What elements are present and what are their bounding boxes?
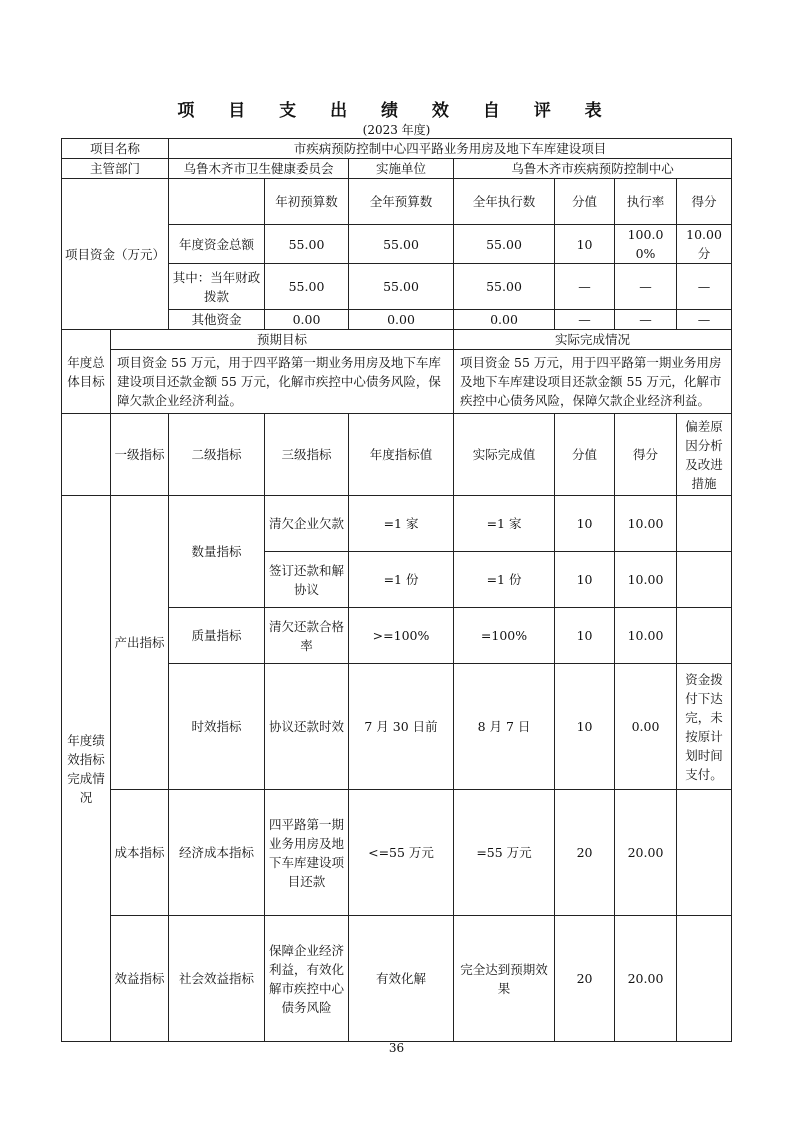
table-row — [62, 916, 732, 1042]
funds-cell: 100.00% — [615, 225, 677, 264]
funds-cell: 0.00 — [265, 310, 349, 330]
funds-header: 年初预算数 — [265, 179, 349, 225]
third-indicator: 四平路第一期业务用房及地下车库建设项目还款 — [265, 790, 349, 916]
funds-cell: 55.00 — [265, 264, 349, 310]
indicator-header: 实际完成值 — [454, 414, 555, 496]
indicator-side-label: 年度绩效指标完成情况 — [62, 496, 111, 1042]
page-title: 项 目 支 出 绩 效 自 评 表 — [177, 101, 616, 121]
third-indicator: 保障企业经济利益，有效化解市疾控中心债务风险 — [265, 916, 349, 1042]
deviation-note — [677, 552, 732, 608]
score: 0.00 — [615, 664, 677, 790]
actual-value: 8 月 7 日 — [454, 664, 555, 790]
goal-plan-header: 预期目标 — [111, 330, 454, 350]
funds-cell: 0.00 — [349, 310, 454, 330]
dept-label: 主管部门 — [62, 159, 169, 179]
quality-indicator: 质量指标 — [169, 608, 265, 664]
score: 10.00 — [615, 608, 677, 664]
deviation-note: 资金拨付下达完，未按原计划时间支付。 — [677, 664, 732, 790]
funds-header: 全年执行数 — [454, 179, 555, 225]
third-indicator: 清欠企业欠款 — [265, 496, 349, 552]
target-value: =1 份 — [349, 552, 454, 608]
funds-cell: 55.00 — [265, 225, 349, 264]
table-row — [62, 350, 732, 414]
third-indicator: 协议还款时效 — [265, 664, 349, 790]
project-name-label: 项目名称 — [62, 139, 169, 159]
funds-header: 执行率 — [615, 179, 677, 225]
social-benefit-indicator: 社会效益指标 — [169, 916, 265, 1042]
funds-header: 全年预算数 — [349, 179, 454, 225]
impl-value: 乌鲁木齐市疾病预防控制中心 — [454, 159, 732, 179]
deviation-note — [677, 916, 732, 1042]
funds-label: 项目资金（万元） — [62, 179, 169, 330]
indicator-header: 一级指标 — [111, 414, 169, 496]
goal-actual-text: 项目资金 55 万元，用于四平路第一期业务用房及地下车库建设项目还款金额 55 万元，化解市疾控中心债务风险，保障欠款企业经济利益。 — [454, 350, 732, 414]
funds-cell: 10 — [555, 225, 615, 264]
score-weight: 10 — [555, 552, 615, 608]
target-value: =1 家 — [349, 496, 454, 552]
table-row — [62, 179, 732, 225]
indicator-header: 得分 — [615, 414, 677, 496]
target-value: <=55 万元 — [349, 790, 454, 916]
funds-row-name: 其中：当年财政拨款 — [169, 264, 265, 310]
funds-cell: — — [615, 264, 677, 310]
funds-cell: — — [615, 310, 677, 330]
deviation-note — [677, 608, 732, 664]
project-name: 市疾病预防控制中心四平路业务用房及地下车库建设项目 — [169, 139, 732, 159]
table-row — [62, 159, 732, 179]
table-row — [62, 496, 732, 552]
score: 20.00 — [615, 916, 677, 1042]
target-value: 7 月 30 日前 — [349, 664, 454, 790]
funds-cell: — — [555, 264, 615, 310]
deviation-note — [677, 790, 732, 916]
actual-value: 完全达到预期效果 — [454, 916, 555, 1042]
actual-value: =1 份 — [454, 552, 555, 608]
funds-header: 得分 — [677, 179, 732, 225]
funds-header: 分值 — [555, 179, 615, 225]
funds-cell: 55.00 — [454, 225, 555, 264]
cost-indicator: 成本指标 — [111, 790, 169, 916]
econ-cost-indicator: 经济成本指标 — [169, 790, 265, 916]
page-number: 36 — [388, 1041, 405, 1055]
funds-cell: 55.00 — [454, 264, 555, 310]
indicator-header: 偏差原因分析及改进措施 — [677, 414, 732, 496]
indicator-header: 年度指标值 — [349, 414, 454, 496]
goal-plan-text: 项目资金 55 万元，用于四平路第一期业务用房及地下车库建设项目还款金额 55 万元，化解市疾控中心债务风险，保障欠款企业经济利益。 — [111, 350, 454, 414]
funds-cell: — — [677, 310, 732, 330]
funds-cell: — — [555, 310, 615, 330]
funds-cell: 0.00 — [454, 310, 555, 330]
goal-label: 年度总体目标 — [62, 330, 111, 414]
table-row — [62, 330, 732, 350]
score-weight: 20 — [555, 916, 615, 1042]
indicator-header: 分值 — [555, 414, 615, 496]
indicator-header: 三级指标 — [265, 414, 349, 496]
table-row — [62, 139, 732, 159]
funds-cell: 55.00 — [349, 225, 454, 264]
score: 20.00 — [615, 790, 677, 916]
third-indicator: 签订还款和解协议 — [265, 552, 349, 608]
table-row — [62, 790, 732, 916]
indicator-header: 二级指标 — [169, 414, 265, 496]
third-indicator: 清欠还款合格率 — [265, 608, 349, 664]
funds-cell: 55.00 — [349, 264, 454, 310]
funds-cell: 10.00 分 — [677, 225, 732, 264]
deviation-note — [677, 496, 732, 552]
score: 10.00 — [615, 496, 677, 552]
goal-actual-header: 实际完成情况 — [454, 330, 732, 350]
time-indicator: 时效指标 — [169, 664, 265, 790]
score-weight: 10 — [555, 608, 615, 664]
impl-label: 实施单位 — [349, 159, 454, 179]
funds-row-name: 其他资金 — [169, 310, 265, 330]
funds-cell: — — [677, 264, 732, 310]
target-value: >=100% — [349, 608, 454, 664]
quantity-indicator: 数量指标 — [169, 496, 265, 608]
dept-value: 乌鲁木齐市卫生健康委员会 — [169, 159, 349, 179]
page-subtitle: (2023 年度) — [362, 123, 431, 137]
actual-value: =100% — [454, 608, 555, 664]
funds-row-name: 年度资金总额 — [169, 225, 265, 264]
evaluation-table — [61, 138, 732, 1042]
benefit-indicator: 效益指标 — [111, 916, 169, 1042]
score-weight: 10 — [555, 496, 615, 552]
actual-value: =55 万元 — [454, 790, 555, 916]
output-indicator: 产出指标 — [111, 496, 169, 790]
table-row — [62, 414, 732, 496]
score-weight: 10 — [555, 664, 615, 790]
actual-value: =1 家 — [454, 496, 555, 552]
score-weight: 20 — [555, 790, 615, 916]
target-value: 有效化解 — [349, 916, 454, 1042]
score: 10.00 — [615, 552, 677, 608]
